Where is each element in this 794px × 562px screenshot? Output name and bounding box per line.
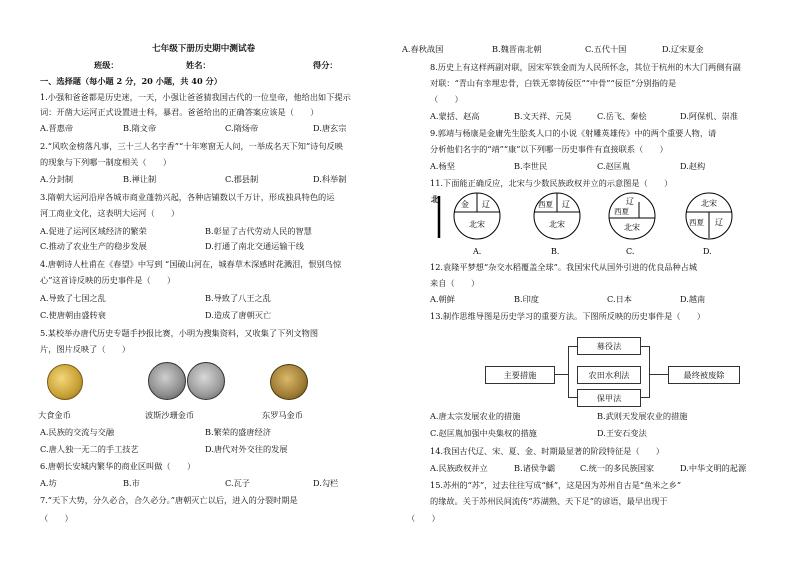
q5-option-c[interactable]: C.唐人独一无二的手工技艺	[40, 444, 139, 454]
diagram-b-label-2: 辽	[562, 200, 570, 209]
class-label: 班级：	[94, 60, 119, 70]
q4-option-a[interactable]: A.导致了七国之乱	[40, 293, 106, 303]
mindmap-result: 最终被废除	[668, 366, 740, 384]
q4-option-c[interactable]: C.使唐朝由盛转衰	[40, 310, 106, 320]
q13-option-b[interactable]: B.武则天发展农业的措施	[597, 411, 688, 421]
q2-line1: 2.“风吹金榜落凡事，三十三人名字香”“十年寒窗无人问，一举成名天下知”诗句反映	[40, 141, 343, 151]
q8-option-d[interactable]: D.阿保机、崇准	[680, 111, 738, 121]
q3-option-d[interactable]: D.打通了南北交通运输干线	[205, 241, 304, 251]
score-label: 得分：	[313, 60, 338, 70]
q6-option-c[interactable]: C.瓦子	[225, 478, 250, 488]
diagram-d-label-2: 西夏	[689, 218, 704, 227]
mindmap-branch-2: 农田水利法	[577, 366, 641, 384]
mindmap-bracket-top	[568, 346, 577, 347]
q12-line2: 来自（ ）	[430, 278, 480, 288]
mindmap-right-bracket	[649, 346, 650, 398]
diagram-a-label-1: 金	[461, 200, 469, 209]
q8-option-c[interactable]: C.岳飞、秦桧	[597, 111, 647, 121]
q8-line2: 对联：“青山有幸埋忠骨，白铁无辜铸佞臣”“中骨”“佞臣”分别指的是	[430, 78, 677, 88]
q2-line2: 的现象与下列哪一制度相关（ ）	[40, 157, 172, 167]
q9-option-d[interactable]: D.赵构	[680, 161, 706, 171]
q14-option-d[interactable]: D.中华文明的起源	[680, 463, 747, 473]
q4-option-d[interactable]: D.造成了唐朝灭亡	[205, 310, 272, 320]
q2-option-d[interactable]: D.科举制	[313, 174, 347, 184]
q6-line1: 6.唐朝长安城内繁华的商业区叫做（ ）	[40, 461, 196, 471]
q14-line1: 14.我国古代辽、宋、夏、金、时期最显著的阶段特征是（ ）	[430, 446, 665, 456]
arab-gold-coin-image	[47, 364, 83, 400]
q7-option-b[interactable]: B.魏晋南北朝	[492, 44, 542, 54]
q6-option-a[interactable]: A.坊	[40, 478, 57, 488]
q14-option-c[interactable]: C.统一的多民族国家	[580, 463, 655, 473]
mindmap-center: 主要措施	[485, 366, 555, 384]
mindmap-right-bottom	[640, 397, 649, 398]
q13-option-a[interactable]: A.唐太宗发展农业的措施	[430, 411, 521, 421]
q14-option-b[interactable]: B.诸侯争霸	[514, 463, 556, 473]
q3-line1: 3.隋朝大运河沿岸各城市商业蓬勃兴起，各种店铺数以千万计，形成独具特色的运	[40, 192, 335, 202]
q15-line3: （ ）	[407, 513, 440, 523]
q12-line1: 12.袁隆平梦想“杂交水稻覆盖全球”。我国宋代从国外引进的优良品种占城	[430, 262, 698, 272]
q5-option-a[interactable]: A.民族的交流与交融	[40, 427, 115, 437]
diagram-b-label-1: 西夏	[538, 200, 553, 209]
q7-option-d[interactable]: D.辽宋夏金	[662, 44, 704, 54]
diagram-c[interactable]	[609, 193, 655, 256]
q7-line1: 7.“天下大势，分久必合，合久必分。”唐朝灭亡以后，进入的分裂时期是	[40, 495, 298, 505]
diagram-b[interactable]	[534, 193, 580, 256]
diagram-d-label-3: 辽	[715, 218, 723, 227]
q1-option-c[interactable]: C.隋炀帝	[225, 123, 259, 133]
diagram-d[interactable]	[686, 193, 732, 256]
q3-line2: 河工商业文化，这表明大运河（ ）	[40, 208, 180, 218]
q12-option-c[interactable]: C.日本	[607, 294, 632, 304]
q8-option-b[interactable]: B.文天祥、元昊	[514, 111, 572, 121]
name-label: 姓名：	[186, 60, 211, 70]
mindmap-bracket-bottom	[568, 397, 577, 398]
diagram-c-label-2: 西夏	[614, 207, 629, 216]
q3-option-a[interactable]: A.促进了运河区域经济的繁荣	[40, 226, 147, 236]
q5-line2: 片，图片反映了（ ）	[40, 344, 131, 354]
q2-option-b[interactable]: B.禅让制	[123, 174, 157, 184]
mindmap-right-connector	[650, 374, 668, 375]
q13-option-c[interactable]: C.赵匡胤加强中央集权的措施	[430, 428, 537, 438]
coin-caption-sasanian: 波斯沙珊金币	[145, 410, 195, 420]
q11-line1: 11.下面能正确反应，北宋与少数民族政权并立的示意图是（ ）	[430, 178, 673, 188]
q9-option-b[interactable]: B.李世民	[514, 161, 548, 171]
diagram-c-label-1: 辽	[626, 197, 634, 206]
diagram-b-label-3: 北宋	[549, 220, 565, 229]
q9-option-a[interactable]: A.杨坚	[430, 161, 455, 171]
q1-option-a[interactable]: A.晋惠帝	[40, 123, 74, 133]
q12-option-d[interactable]: D.越南	[680, 294, 706, 304]
q13-option-d[interactable]: D.王安石变法	[597, 428, 647, 438]
q13-line1: 13.制作思维导图是历史学习的重要方法。下图所反映的历史事件是（ ）	[430, 311, 706, 321]
diagram-c-letter: C.	[626, 247, 635, 256]
q7-line2: （ ）	[40, 513, 73, 523]
q15-line2: 的缘故。关于苏州民间流传“苏湖熟、天下足”的谚语，最早出现于	[430, 496, 668, 506]
diagram-a-label-2: 辽	[482, 200, 490, 209]
mindmap-right-top	[640, 346, 649, 347]
q1-option-b[interactable]: B.隋文帝	[123, 123, 157, 133]
mindmap-connector	[554, 374, 568, 375]
q7-option-c[interactable]: C.五代十国	[585, 44, 627, 54]
q2-option-c[interactable]: C.郡县制	[225, 174, 259, 184]
q11-diagrams	[427, 192, 767, 260]
q12-option-b[interactable]: B.印度	[514, 294, 539, 304]
coin-caption-roman: 东罗马金币	[262, 410, 303, 420]
q7-option-a[interactable]: A.春秋战国	[402, 44, 444, 54]
diagram-a-label-3: 北宋	[469, 220, 485, 229]
q12-option-a[interactable]: A.朝鲜	[430, 294, 455, 304]
sasanian-gold-coin-image	[148, 362, 186, 400]
q6-option-b[interactable]: B.市	[123, 478, 140, 488]
north-label: 北	[431, 194, 439, 204]
exam-title: 七年级下册历史期中测试卷	[152, 44, 256, 54]
q4-line2: 心”这首诗反映的历史事件是（ ）	[40, 275, 176, 285]
diagram-a-letter: A.	[473, 247, 482, 256]
q5-option-d[interactable]: D.唐代对外交往的发展	[205, 444, 288, 454]
q4-line1: 4.唐朝诗人杜甫在《春望》中写到 “国破山河在，城春草木深感时花溅泪，恨别鸟惊	[40, 259, 342, 269]
q3-option-b[interactable]: B.彰显了古代劳动人民的智慧	[205, 226, 312, 236]
q1-line2: 词：开凿大运河正式设置进士科，暴君。爸爸给出的正确答案应该是（ ）	[40, 107, 319, 117]
q14-option-a[interactable]: A.民族政权并立	[430, 463, 488, 473]
q15-line1: 15.苏州的“苏”，过去往往写成“穌”，这是因为苏州自古是“鱼米之乡”	[430, 480, 682, 490]
mindmap-branch-1: 募役法	[577, 337, 641, 355]
q9-line2: 分析他们名字的“靖”“康”以下列哪一历史事件有直接联系（ ）	[430, 144, 668, 154]
q1-option-d[interactable]: D.唐玄宗	[313, 123, 347, 133]
mindmap-bracket	[568, 346, 569, 398]
diagram-b-letter: B.	[551, 247, 560, 256]
q9-option-c[interactable]: C.赵匡胤	[597, 161, 631, 171]
q6-option-d[interactable]: D.勾栏	[313, 478, 339, 488]
eastern-roman-gold-coin-image	[270, 364, 308, 400]
q1-line1: 1.小强和爸爸都是历史迷，一天，小强让爸爸猜我国古代的一位皇帝，他给出如下提示	[40, 92, 351, 102]
q5-option-b[interactable]: B.繁荣的盛唐经济	[205, 427, 271, 437]
q8-option-a[interactable]: A.蒙括、赵高	[430, 111, 480, 121]
byzantine-gold-coin-image	[187, 362, 225, 400]
coin-caption-arab: 大食金币	[38, 410, 71, 420]
q4-option-b[interactable]: B.导致了八王之乱	[205, 293, 271, 303]
mindmap-branch-3: 保甲法	[577, 389, 641, 407]
q3-option-c[interactable]: C.推动了农业生产的稳步发展	[40, 241, 147, 251]
diagram-d-letter: D.	[703, 247, 712, 256]
q8-line3: （ ）	[430, 94, 463, 104]
q9-line1: 9.郭靖与杨康是金庸先生脍炙人口的小说《射雕英雄传》中的两个重要人物，请	[430, 128, 717, 138]
section-heading: 一、选择题（每小题 2 分，20 小题，共 40 分）	[40, 76, 222, 86]
diagram-a[interactable]	[431, 193, 500, 256]
q5-line1: 5.某校举办唐代历史专题手抄报比赛，小明为搜集资料，又收集了下列文物图	[40, 328, 319, 338]
diagram-c-label-3: 北宋	[624, 223, 640, 232]
diagram-d-label-1: 北宋	[701, 199, 717, 208]
q8-line1: 8.历史上有这样两副对联，因宋军铁金而为人民所怀念，其位于杭州的木大门两侧有副	[430, 62, 741, 72]
q2-option-a[interactable]: A.分封制	[40, 174, 74, 184]
